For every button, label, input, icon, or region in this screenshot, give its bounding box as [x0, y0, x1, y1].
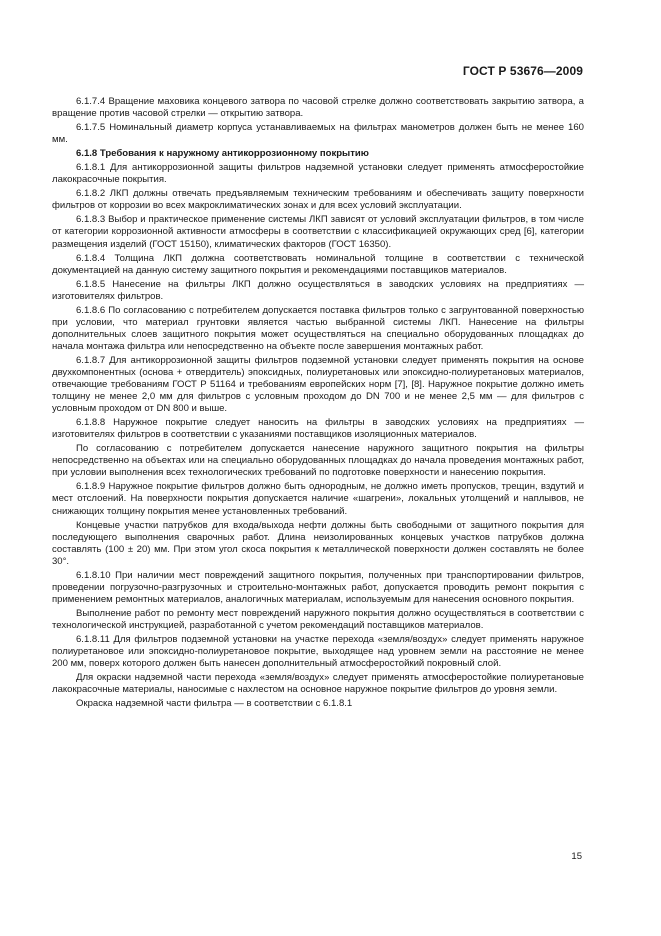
clause-6-1-8-11: 6.1.8.11 Для фильтров подземной установки на участке перехода «земля/воздух» следует применять наружное полиуретановое или эпоксидно-полиуретановое покрытие, выходящее над уровнем земли на расстояние не менее 200 мм, поверх которого должен быть нанесен дополнительный атмосферостойкий покровный слой. [52, 633, 584, 670]
clause-6-1-8-3: 6.1.8.3 Выбор и практическое применение системы ЛКП зависят от условий эксплуатации фильтров, в том числе от категории коррозионной активности атмосферы в соответствии с классификацией окружающих сред [6], категории размещения изделий (ГОСТ 15150), климатических факторов (ГОСТ 16350). [52, 214, 584, 250]
clause-6-1-8-9: 6.1.8.9 Наружное покрытие фильтров должно быть однородным, не должно иметь пропусков, трещин, вздутий и мест отслоений. На поверхности покрытия допускается наличие «шагрени», локальных утолщений и наплывов, не снижающих толщину покрытия менее установленных требований. [52, 481, 584, 517]
section-heading-6-1-8: 6.1.8 Требования к наружному антикоррозионному покрытию [76, 148, 369, 160]
clause-6-1-7-5: 6.1.7.5 Номинальный диаметр корпуса устанавливаемых на фильтрах манометров должен быть не менее 160 мм. [52, 122, 584, 146]
page-number: 15 [571, 851, 582, 862]
paragraph-agreement: По согласованию с потребителем допускается нанесение наружного защитного покрытия на фильтры непосредственно на объектах или на специально оборудованных площадках до начала проведения монтажных работ, при условии выполнения всех технологических требований по подготовке поверхности и нанесению покрытия. [52, 443, 584, 479]
clause-6-1-8-1: 6.1.8.1 Для антикоррозионной защиты фильтров надземной установки следует применять атмосферостойкие лакокрасочные покрытия. [52, 162, 584, 186]
clause-6-1-7-4: 6.1.7.4 Вращение маховика концевого затвора по часовой стрелке должно соответствовать закрытию затвора, а вращение против часовой стрелки — открытию затвора. [52, 96, 584, 120]
paragraph-end-sections: Концевые участки патрубков для входа/выхода нефти должны быть свободными от защитного покрытия для последующего выполнения сварочных работ. Длина неизолированных концевых участков патрубков должна составлять (100 ± 20) мм. При этом угол скоса покрытия к металлической поверхности должен составлять не более 30°. [52, 519, 584, 567]
paragraph-repair: Выполнение работ по ремонту мест повреждений наружного покрытия должно осуществляться в соответствии с технологической инструкцией, разработанной с учетом рекомендаций поставщиков материалов. [52, 607, 584, 631]
clause-6-1-8-4: 6.1.8.4 Толщина ЛКП должна соответствовать номинальной толщине в соответствии с технической документацией на данную систему защитного покрытия и рекомендациями поставщиков материалов. [52, 252, 584, 276]
paragraph-painting: Окраска надземной части фильтра — в соответствии с 6.1.8.1 [76, 698, 353, 710]
clause-6-1-8-7: 6.1.8.7 Для антикоррозионной защиты фильтров подземной установки следует применять покрытия на основе двухкомпонентных (основа + отвердитель) эпоксидных, полиуретановых или эпоксидно-полиуретановых материалов, отвечающие требованиям ГОСТ Р 51164 и требованиям европейских норм [7], [8]. Наружное покрытие должно иметь толщину не менее 2,0 мм для фильтров с условным проходом до DN 700 и не менее 2,5 мм — для фильтров с условным проходом от DN 800 и выше. [52, 354, 584, 415]
clause-6-1-8-6: 6.1.8.6 По согласованию с потребителем допускается поставка фильтров только с загрунтованной поверхностью при условии, что материал грунтовки является частью выбранной системы ЛКП. Нанесение на фильтры дополнительных слоев защитного покрытия может осуществляться на специально оборудованных площадках до начала монтажа фильтра или непосредственно на объекте после завершения монтажных работ. [52, 304, 584, 352]
clause-6-1-8-10: 6.1.8.10 При наличии мест повреждений защитного покрытия, полученных при транспортировании фильтров, проведении погрузочно-разгрузочных и строительно-монтажных работ, допускается проводить ремонт покрытия с применением ремонтных материалов, аналогичных материалам, используемым для нанесения основного покрытия. [52, 569, 584, 605]
clause-6-1-8-8: 6.1.8.8 Наружное покрытие следует наносить на фильтры в заводских условиях на предприятиях — изготовителях фильтров в соответствии с указаниями поставщиков изоляционных материалов. [52, 417, 584, 441]
paragraph-above-ground: Для окраски надземной части перехода «земля/воздух» следует применять атмосферостойкие полиуретановые лакокрасочные материалы, наносимые с нахлестом на основное наружное покрытие фильтров до уровня земли. [52, 672, 584, 696]
page-body [52, 96, 584, 710]
clause-6-1-8-5: 6.1.8.5 Нанесение на фильтры ЛКП должно осуществляться в заводских условиях на предприятиях — изготовителях фильтров. [52, 278, 584, 302]
clause-6-1-8-2: 6.1.8.2 ЛКП должны отвечать предъявляемым техническим требованиям и обеспечивать защиту поверхности фильтров от коррозии во всех макроклиматических зонах и для всех условий эксплуатации. [52, 188, 584, 212]
standard-header: ГОСТ Р 53676—2009 [462, 64, 583, 78]
